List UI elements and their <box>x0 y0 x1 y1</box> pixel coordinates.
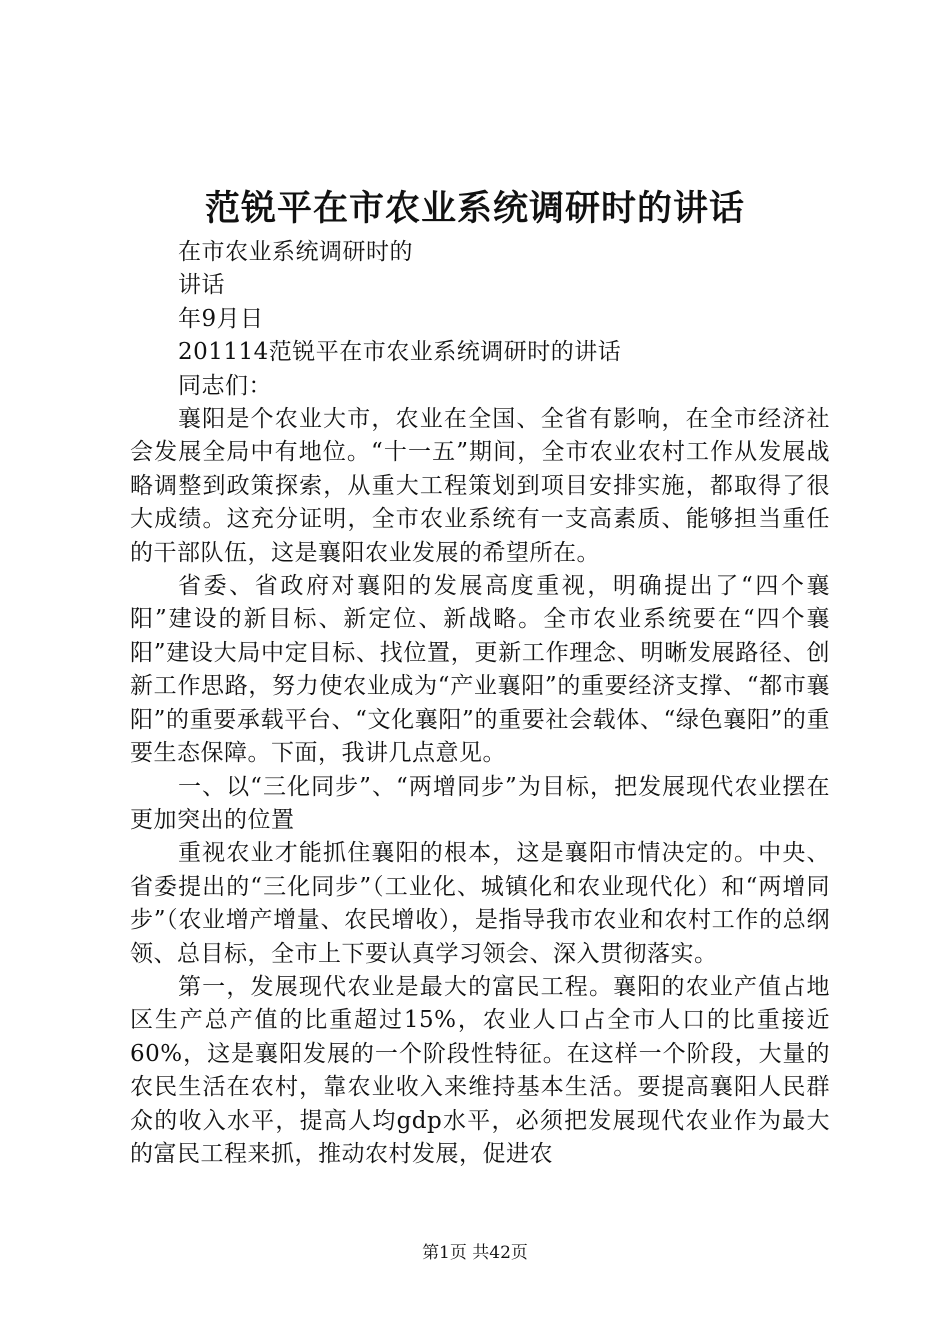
page-number: 第1页 共42页 <box>422 1243 528 1263</box>
reference-line: 201114范锐平在市农业系统调研时的讲话 <box>178 339 622 366</box>
paragraph-2: 省委、省政府对襄阳的发展高度重视，明确提出了“四个襄阳”建设的新目标、新定位、新战略。全市农业系统要在“四个襄阳”建设大局中定目标、找位置，更新工作理念、明晰发展路径、创新工作思路，努力使农业成为“产业襄阳”的重要经济支撑、“都市襄阳”的重要承载平台、“文化襄阳”的重要社会载体、“绿色襄阳”的重要生态保障。下面，我讲几点意见。 <box>130 573 830 767</box>
paragraph-1: 襄阳是个农业大市，农业在全国、全省有影响，在全市经济社会发展全局中有地位。“十一五”期间，全市农业农村工作从发展战略调整到政策探索，从重大工程策划到项目安排实施，都取得了很大成绩。这充分证明，全市农业系统有一支高素质、能够担当重任的干部队伍，这是襄阳农业发展的希望所在。 <box>130 406 830 566</box>
document-body <box>130 206 830 1171</box>
date-line: 年9月日 <box>178 305 264 332</box>
subtitle-line-2: 讲话 <box>178 272 225 299</box>
document-title: 范锐平在市农业系统调研时的讲话 <box>204 188 745 229</box>
paragraph-4: 第一，发展现代农业是最大的富民工程。襄阳的农业产值占地区生产总产值的比重超过15%，农业人口占全市人口的比重接近60%，这是襄阳发展的一个阶段性特征。在这样一个阶段，大量的农民生活在农村，靠农业收入来维持基本生活。要提高襄阳人民群众的收入水平，提高人均gdp水平，必须把发展现代农业作为最大的富民工程来抓，推动农村发展，促进农 <box>130 973 830 1167</box>
subtitle-line-1: 在市农业系统调研时的 <box>178 239 413 265</box>
section-heading-1: 一、以“三化同步”、“两增同步”为目标，把发展现代农业摆在更加突出的位置 <box>130 773 830 833</box>
paragraph-3: 重视农业才能抓住襄阳的根本，这是襄阳市情决定的。中央、省委提出的“三化同步”（工业化、城镇化和农业现代化）和“两增同步”（农业增产增量、农民增收），是指导我市农业和农村工作的总纲领、总目标，全市上下要认真学习领会、深入贯彻落实。 <box>130 840 830 967</box>
salutation: 同志们： <box>178 372 272 399</box>
page-bottom-margin <box>0 1193 950 1233</box>
